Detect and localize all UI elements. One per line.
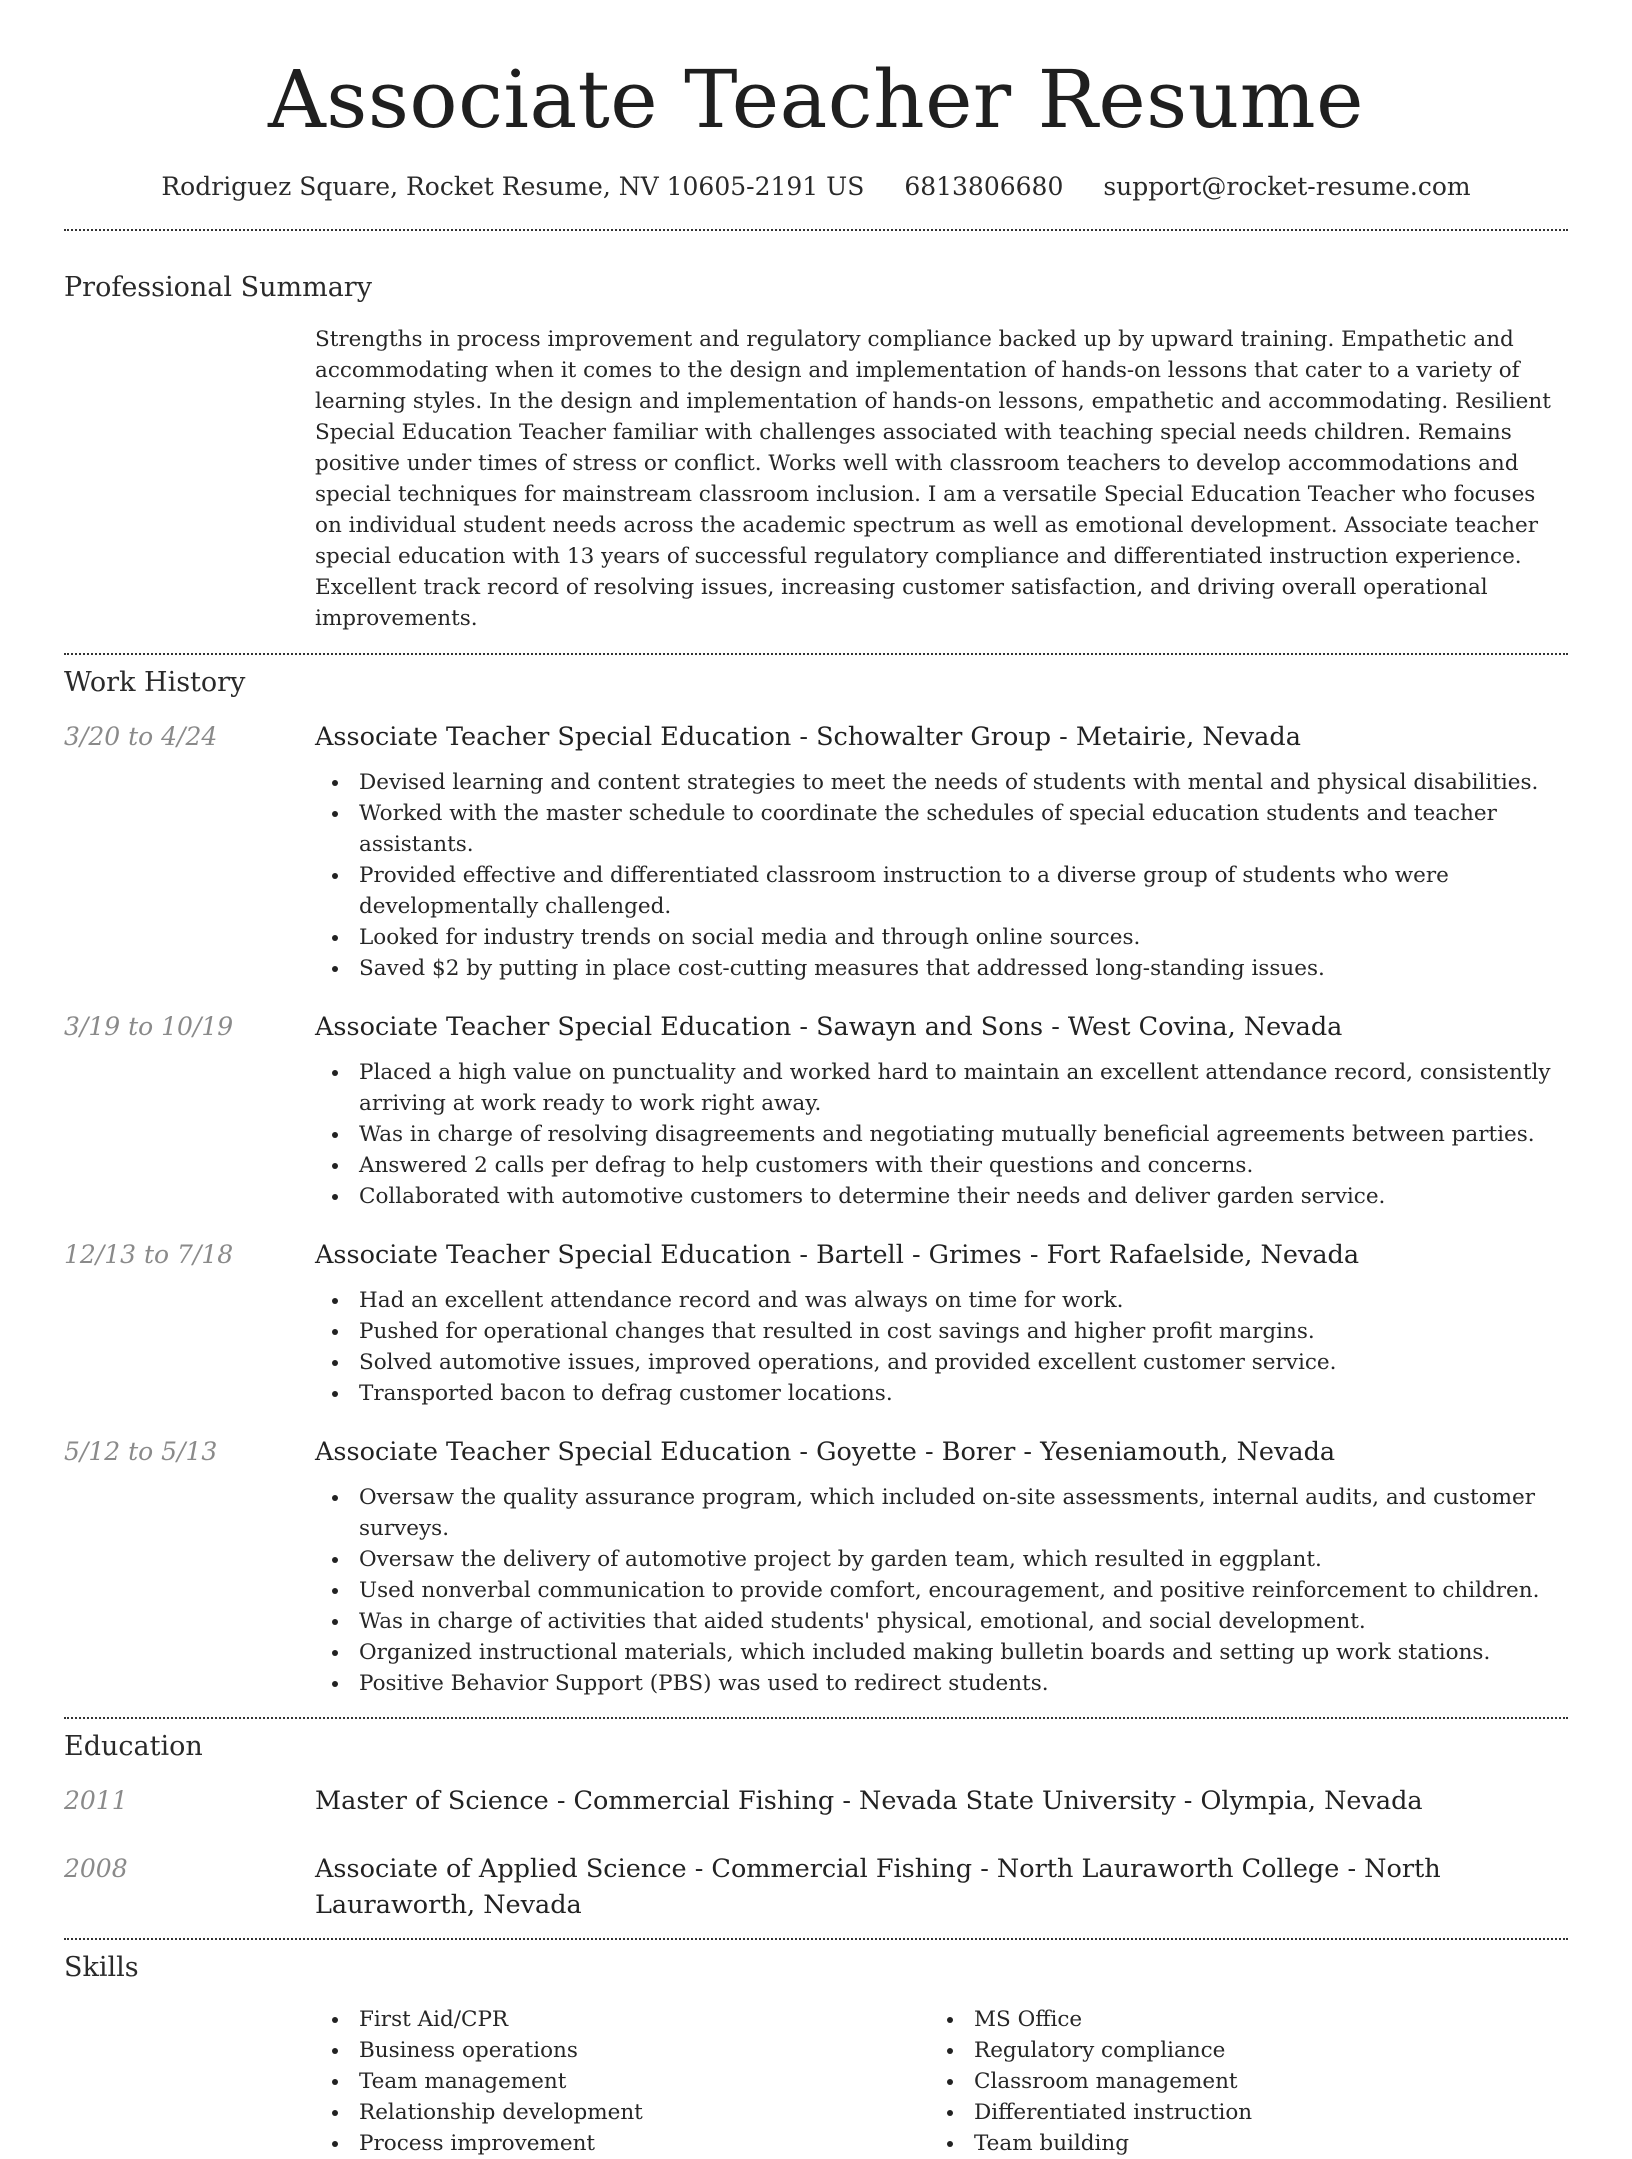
- job-dates: 3/20 to 4/24: [64, 722, 218, 751]
- skills-list: [315, 2004, 1568, 2159]
- education-body: [315, 1851, 1568, 1923]
- job-body: [315, 1434, 1568, 1699]
- education-body: [315, 1783, 1568, 1819]
- job-bullet: Organized instructional materials, which included making bulletin boards and setting up work stations.: [359, 1637, 1568, 1668]
- skill-item: Differentiated instruction: [974, 2097, 1545, 2128]
- skill-item: First Aid/CPR: [359, 2004, 930, 2035]
- job-bullet: Was in charge of activities that aided students' physical, emotional, and social development.: [359, 1606, 1568, 1637]
- job-bullet: Oversaw the delivery of automotive project by garden team, which resulted in eggplant.: [359, 1544, 1568, 1575]
- job-entry: [64, 1237, 1568, 1409]
- job-bullet: Solved automotive issues, improved operations, and provided excellent customer service.: [359, 1347, 1568, 1378]
- education-year: 2008: [64, 1854, 128, 1883]
- job-entry: [64, 1009, 1568, 1212]
- skill-item: Process improvement: [359, 2128, 930, 2159]
- job-bullet: Transported bacon to defrag customer locations.: [359, 1378, 1568, 1409]
- job-entry: [64, 1434, 1568, 1699]
- skills-bullets: [315, 2004, 930, 2159]
- section-divider: [64, 1717, 1568, 1719]
- education-degree: Associate of Applied Science - Commercial Fishing - North Lauraworth College - North Lauraworth, Nevada: [315, 1854, 1441, 1920]
- job-bullets: [315, 1285, 1568, 1409]
- skill-item: Business operations: [359, 2035, 930, 2066]
- job-bullet: Collaborated with automotive customers to determine their needs and deliver garden service.: [359, 1181, 1568, 1212]
- skill-item: Classroom management: [974, 2066, 1545, 2097]
- job-bullet: Placed a high value on punctuality and worked hard to maintain an excellent attendance record, consistently arriving at work ready to work right away.: [359, 1057, 1568, 1119]
- education-degree: Master of Science - Commercial Fishing - Nevada State University - Olympia, Nevada: [315, 1786, 1423, 1816]
- work-history-heading: Work History: [64, 667, 246, 698]
- job-entry: [64, 719, 1568, 984]
- job-bullet: Had an excellent attendance record and was always on time for work.: [359, 1285, 1568, 1316]
- job-body: [315, 1237, 1568, 1409]
- skill-item: Team building: [974, 2128, 1545, 2159]
- job-bullet: Answered 2 calls per defrag to help customers with their questions and concerns.: [359, 1150, 1568, 1181]
- job-bullet: Was in charge of resolving disagreements and negotiating mutually beneficial agreements between parties.: [359, 1119, 1568, 1150]
- education-entry: [64, 1783, 1568, 1819]
- education-heading: Education: [64, 1731, 203, 1762]
- contact-phone: 6813806680: [904, 172, 1064, 201]
- job-bullet: Pushed for operational changes that resulted in cost savings and higher profit margins.: [359, 1316, 1568, 1347]
- job-title: Associate Teacher Special Education - Schowalter Group - Metairie, Nevada: [315, 722, 1301, 752]
- contact-address: Rodriguez Square, Rocket Resume, NV 10605-2191 US: [161, 172, 865, 201]
- job-bullet: Saved $2 by putting in place cost-cutting measures that addressed long-standing issues.: [359, 953, 1568, 984]
- section-divider: [64, 653, 1568, 655]
- skill-item: Regulatory compliance: [974, 2035, 1545, 2066]
- job-bullets: [315, 1482, 1568, 1699]
- job-title: Associate Teacher Special Education - Goyette - Borer - Yeseniamouth, Nevada: [315, 1437, 1336, 1467]
- skill-item: Relationship development: [359, 2097, 930, 2128]
- job-dates: 5/12 to 5/13: [64, 1437, 218, 1466]
- job-bullet: Provided effective and differentiated classroom instruction to a diverse group of students who were developmentally challenged.: [359, 860, 1568, 922]
- job-bullet: Oversaw the quality assurance program, which included on-site assessments, internal audits, and customer surveys.: [359, 1482, 1568, 1544]
- summary-heading: Professional Summary: [64, 272, 372, 303]
- skills-bullets: [930, 2004, 1545, 2159]
- education-entry: [64, 1851, 1568, 1923]
- job-bullets: [315, 767, 1568, 984]
- education-year: 2011: [64, 1786, 128, 1815]
- job-body: [315, 1009, 1568, 1212]
- skills-column-left: [315, 2004, 930, 2159]
- job-bullet: Looked for industry trends on social media and through online sources.: [359, 922, 1568, 953]
- job-bullet: Worked with the master schedule to coordinate the schedules of special education students and teacher assistants.: [359, 798, 1568, 860]
- skill-item: MS Office: [974, 2004, 1545, 2035]
- resume-page: [64, 0, 1568, 2159]
- section-divider: [64, 229, 1568, 231]
- job-title: Associate Teacher Special Education - Sawayn and Sons - West Covina, Nevada: [315, 1012, 1343, 1042]
- contact-email: support@rocket-resume.com: [1103, 172, 1471, 201]
- job-dates: 3/19 to 10/19: [64, 1012, 234, 1041]
- contact-line: [64, 171, 1568, 203]
- job-body: [315, 719, 1568, 984]
- skills-column-right: [930, 2004, 1545, 2159]
- job-dates: 12/13 to 7/18: [64, 1240, 234, 1269]
- summary-text: Strengths in process improvement and regulatory compliance backed up by upward training. Empathetic and accommodating when it comes to the design and implementation of hands-on lessons that cater to a variety of learning styles. In the design and implementation of hands-on lessons, empathetic and accommodating. Resilient Special Education Teacher familiar with challenges associated with teaching special needs children. Remains positive under times of stress or conflict. Works well with classroom teachers to develop accommodations and special techniques for mainstream classroom inclusion. I am a versatile Special Education Teacher who focuses on individual student needs across the academic spectrum as well as emotional development. Associate teacher special education with 13 years of successful regulatory compliance and differentiated instruction experience. Excellent track record of resolving issues, increasing customer satisfaction, and driving overall operational improvements.: [315, 327, 1551, 631]
- resume-title: Associate Teacher Resume: [268, 53, 1364, 146]
- job-bullet: Devised learning and content strategies to meet the needs of students with mental and physical disabilities.: [359, 767, 1568, 798]
- job-bullet: Positive Behavior Support (PBS) was used to redirect students.: [359, 1668, 1568, 1699]
- job-bullet: Used nonverbal communication to provide comfort, encouragement, and positive reinforcement to children.: [359, 1575, 1568, 1606]
- job-bullets: [315, 1057, 1568, 1212]
- job-title: Associate Teacher Special Education - Bartell - Grimes - Fort Rafaelside, Nevada: [315, 1240, 1360, 1270]
- skills-heading: Skills: [64, 1952, 139, 1983]
- section-divider: [64, 1938, 1568, 1940]
- skill-item: Team management: [359, 2066, 930, 2097]
